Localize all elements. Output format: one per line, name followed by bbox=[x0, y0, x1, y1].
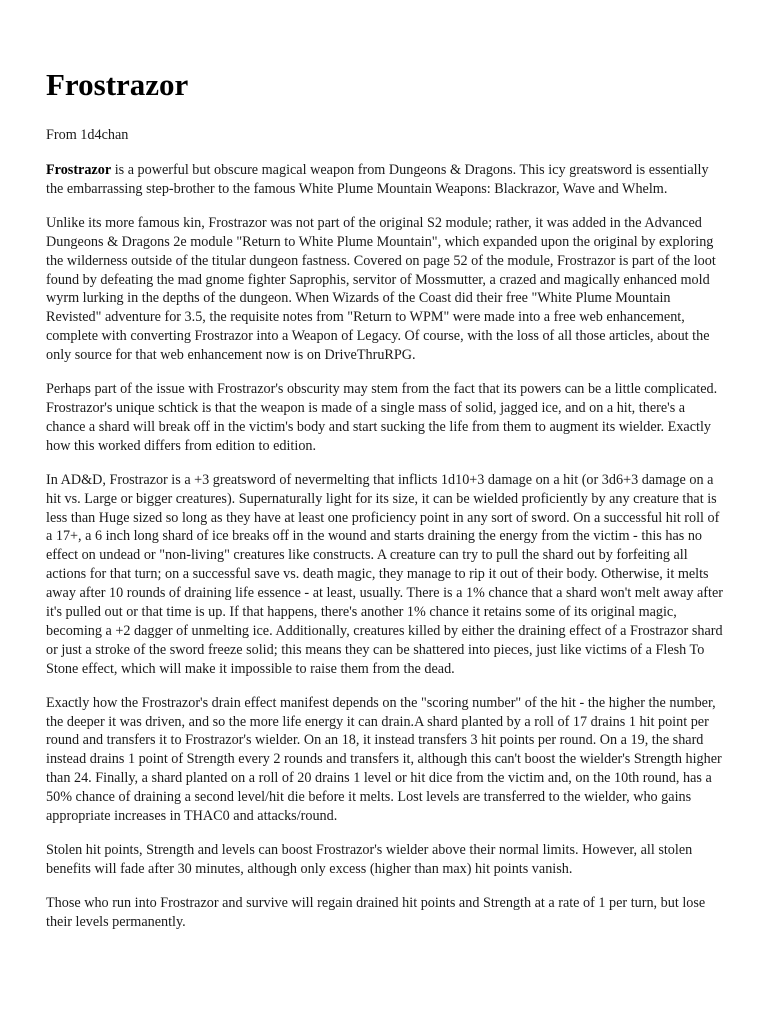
intro-text: is a powerful but obscure magical weapon from Dungeons & Dragons. This icy greatsword is essentially the embarrassing step-brother to the famous White Plume Mountain Weapons: Blackrazor, Wave and Whelm. bbox=[46, 162, 709, 197]
article bbox=[46, 66, 726, 947]
paragraph-drain-effect: Exactly how the Frostrazor's drain effect manifest depends on the "scoring number" of the hit - the higher the number, the deeper it was driven, and so the more life energy it can drain.A shard planted by a roll of 17 drains 1 hit point per round and transfers it to Frostrazor's wielder. On an 18, it instead transfers 3 hit points per round. On a 19, the shard instead drains 1 point of Strength every 2 rounds and transfers it, although this can't boost the wielder's Strength higher than 24. Finally, a shard planted on a roll of 20 drains 1 level or hit dice from the victim and, on the 10th round, has a 50% chance of draining a second level/hit die before it melts. Lost levels are transferred to the wielder, who gains appropriate increases in THAC0 and attacks/round. bbox=[46, 694, 722, 825]
intro-bold-term: Frostrazor bbox=[46, 162, 112, 178]
paragraph-recovery: Those who run into Frostrazor and survive will regain drained hit points and Strength at a rate of 1 per turn, but lose their levels permanently. bbox=[46, 894, 706, 930]
intro-paragraph bbox=[46, 161, 726, 199]
paragraph-stolen-benefits: Stolen hit points, Strength and levels can boost Frostrazor's wielder above their normal limits. However, all stolen benefits will fade after 30 minutes, although only excess (higher than max) hit points vanish. bbox=[46, 842, 693, 877]
source-line: From 1d4chan bbox=[46, 127, 129, 143]
paragraph-origin: Unlike its more famous kin, Frostrazor was not part of the original S2 module; rather, it was added in the Advanced Dungeons & Dragons 2e module "Return to White Plume Mountain", which expanded upon the original by exploring the wilderness outside of the titular dungeon fastness. Covered on page 52 of the module, Frostrazor is part of the loot found by defeating the mad gnome fighter Saprophis, servitor of Mossmutter, a crazed and magically enhanced mold wyrm lurking in the depths of the dungeon. When Wizards of the Coast did their free "White Plume Mountain Revisted" adventure for 3.5, the requisite notes from "Return to WPM" were made into a free web enhancement, complete with converting Frostrazor into a Weapon of Legacy. Of course, with the loss of all those articles, about the only source for that web enhancement now is on DriveThruRPG. bbox=[46, 214, 716, 364]
page-title: Frostrazor bbox=[46, 67, 189, 102]
paragraph-add-stats: In AD&D, Frostrazor is a +3 greatsword of nevermelting that inflicts 1d10+3 damage on a hit (or 3d6+3 damage on a hit vs. Large or bigger creatures). Supernaturally light for its size, it can be wielded proficiently by any creature that is less than Huge sized so long as they have at least one proficiency point in any sort of sword. On a successful hit roll of a 17+, a 6 inch long shard of ice breaks off in the wound and starts draining the energy from the victim - this has no effect on undead or "non-living" creatures like constructs. A creature can try to pull the shard out by forfeiting all actions for that turn; on a successful save vs. death magic, they manage to rip it out of their body. Otherwise, it melts away after 10 rounds of draining life essence - at least, usually. There is a 1% chance that a shard won't melt away after it's pulled out or that time is up. If that happens, there's another 1% chance it retains some of its original magic, becoming a +2 dagger of unmelting ice. Additionally, creatures killed by either the draining effect of a Frostrazor shard or just a stroke of the sword freeze solid; this means they can be shattered into pieces, just like victims of a Flesh To Stone effect, which will make it impossible to raise them from the dead. bbox=[46, 471, 723, 677]
paragraph-obscurity: Perhaps part of the issue with Frostrazor's obscurity may stem from the fact that its powers can be a little complicated. Frostrazor's unique schtick is that the weapon is made of a single mass of solid, jagged ice, and on a hit, there's a chance a shard will break off in the victim's body and start sucking the life from them to augment its wielder. Exactly how this worked differs from edition to edition. bbox=[46, 381, 718, 454]
